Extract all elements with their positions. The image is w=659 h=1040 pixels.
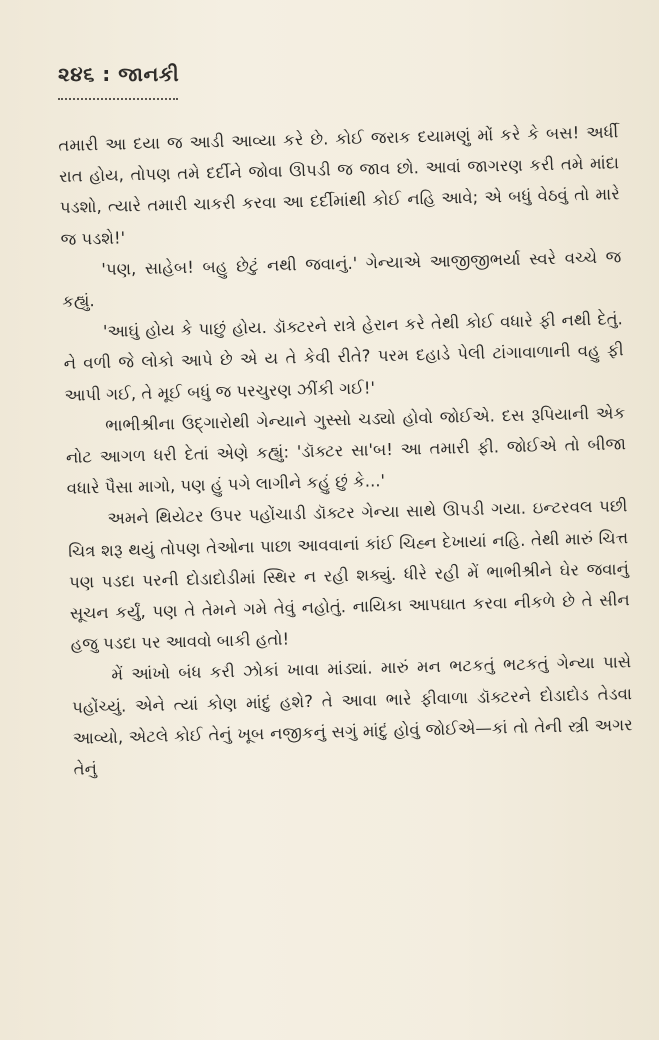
paragraph: મેં આંખો બંધ કરી ઝોકાં ખાવા માંડ્યાં. મારું મન ભટકતું ભટકતું ગેન્યા પાસે પહોંચ્યું. એને ત્યાં કોણ માંદું હશે? તે આવા ભારે ફીવાળા ડૉક્ટરને દોડાદોડ તેડવા આવ્યો, એટલે કોઈ તેનું ખૂબ નજીકનું સગું માંદું હોવું જોઈએ—કાં તો તેની સ્ત્રી અગર તેનું [71,652,633,779]
header-divider [58,98,178,100]
paragraph: 'આઘું હોય કે પાછું હોય. ડૉક્ટરને રાત્રે હેરાન કરે તેથી કોઈ વધારે ફી નથી દેતું. ને વળી જે લોકો આપે છે એ ય તે કેવી રીતે? પરમ દહાડે પેલી ટાંગાવાળાની વહુ ફી આપી ગઈ, તે મૂઈ બધું જ પરચુરણ ઝીંકી ગઈ!' [63,309,624,405]
paragraph: 'પણ, સાહેબ! બહુ છેટું નથી જવાનું.' ગેન્યાએ આજીજીભર્યા સ્વરે વચ્ચે જ કહ્યું. [61,247,622,311]
paragraph: અમને થિયેટર ઉપર પહોંચાડી ડૉક્ટર ગેન્યા સાથે ઊપડી ગયા. ઇન્ટરવલ પછી ચિત્ર શરૂ થયું તોપણ તેઓના પાછા આવવાનાં કાંઈ ચિહ્ન દેખાયાં નહિ. તેથી મારું ચિત્ત પણ પડદા પરની દોડાદોડીમાં સ્થિર ન રહી શક્યું. ધીરે રહી મેં ભાભીશ્રીને ઘેર જવાનું સૂચન કર્યું, પણ તે તેમને ગમે તેવું નહોતું. નાયિકા આપઘાત કરવા નીકળે છે તે સીન હજુ પડદા પર આવવો બાકી હતો! [68,496,630,655]
paragraph: તમારી આ દયા જ આડી આવ્યા કરે છે. કોઈ જરાક દયામણું મોં કરે કે બસ! અર્ધી રાત હોય, તોપણ તમે દર્દીને જોવા ઊપડી જ જાવ છો. આવાં જાગરણ કરી તમે માંદા પડશો, ત્યારે તમારી ચાકરી કરવા આ દર્દીમાંથી કોઈ નહિ આવે; એ બધું વેઠવું તો મારે જ પડશે!' [58,122,620,249]
body-text [58,116,634,785]
paragraph: ભાભીશ્રીના ઉદ્ગારોથી ગેન્યાને ગુસ્સો ચડ્યો હોવો જોઈએ. દસ રૂપિયાની એક નોટ આગળ ધરી દેતાં એણે કહ્યું: 'ડૉક્ટર સા'બ! આ તમારી ફી. જોઈએ તો બીજા વધારે પૈસા માગો, પણ હું પગે લાગીને કહું છું કે...' [65,403,627,499]
running-head: ૨૪૬ : જાનકી [58,62,180,86]
